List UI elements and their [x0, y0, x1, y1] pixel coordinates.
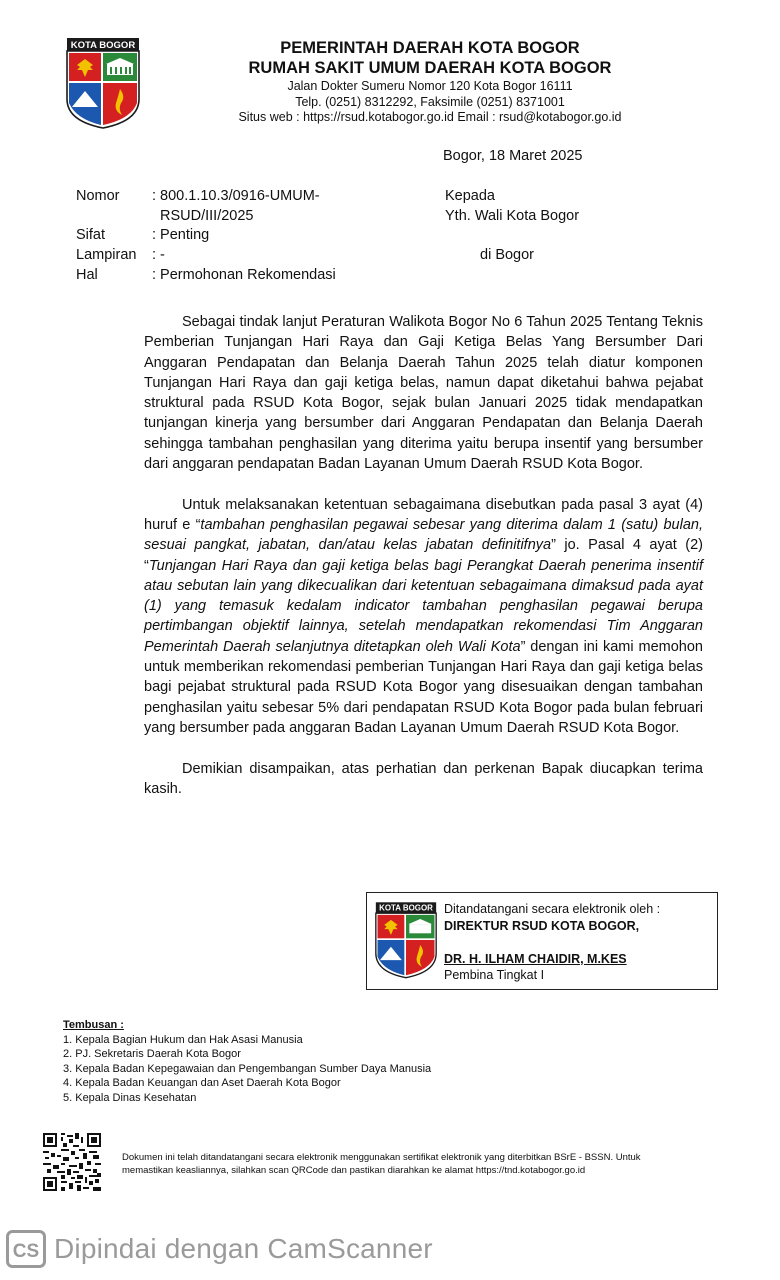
body-paragraph-2	[144, 495, 703, 739]
body-p2-text-b: ” jo. Pasal 4 ayat (2) “	[144, 537, 704, 574]
letter-meta	[76, 187, 370, 286]
signer-name: DR. H. ILHAM CHAIDIR, M.KES	[444, 951, 627, 966]
electronic-signature-box	[366, 892, 718, 990]
camscanner-icon-label: CS	[12, 1241, 40, 1262]
letter-body	[144, 312, 703, 819]
letterhead-government: PEMERINTAH DAERAH KOTA BOGOR	[280, 39, 580, 57]
signature-position: DIREKTUR RSUD KOTA BOGOR,	[444, 918, 640, 933]
body-p2-text-c: ” dengan ini kami memohon untuk memberikan rekomendasi pemberian Tunjangan Hari Raya dan gaji ketiga belas bagi pejabat struktural pada RSUD Kota Bogor yang disesuaikan dengan tambahan penghasilan yaitu sebesar 5% dari pendapatan RSUD Kota Bogor pada bulan februari yang bersumber pada anggaran Badan Layanan Umum Daerah RSUD Kota Bogor.	[144, 638, 703, 736]
signature-logo-label: KOTA BOGOR	[379, 903, 433, 913]
tembusan-title: Tembusan :	[63, 1019, 124, 1031]
letterhead-phone: Telp. (0251) 8312292, Faksimile (0251) 8371001	[295, 94, 565, 109]
camscanner-watermark	[6, 1230, 433, 1268]
letterhead-address: Jalan Dokter Sumeru Nomor 120 Kota Bogor 16111	[287, 79, 573, 93]
body-paragraph-3: Demikian disampaikan, atas perhatian dan perkenan Bapak diucapkan terima kasih.	[144, 760, 703, 797]
recipient-location: di Bogor	[480, 247, 535, 264]
footer-line-2: memastikan keasliannya, silahkan scan QRCode dan pastikan diarahkan ke alamat https://tnd.kotabogor.go.id	[122, 1165, 586, 1176]
signature-text	[444, 901, 660, 984]
body-p2-quote-2: Tunjangan Hari Raya dan gaji ketiga belas bagi Perangkat Daerah penerima insentif atau sebutan lain yang dikecualikan dari ketentuan sebagaimana dimaksud pada ayat (1) yang temasuk kedalam indicator tambahan penghasilan pegawai berupa pertimbangan objektif lainnya, setelah mendapatkan rekomendasi Tim Anggaran Pemerintah Daerah selanjutnya ditetapkan oleh Wali Kota	[144, 557, 703, 655]
camscanner-icon	[6, 1230, 46, 1268]
sifat-value: : Penting	[152, 227, 210, 244]
tembusan-item: 2. PJ. Sekretaris Daerah Kota Bogor	[63, 1048, 241, 1061]
recipient-name: Yth. Wali Kota Bogor	[445, 207, 580, 224]
logo-label: KOTA BOGOR	[70, 40, 136, 51]
footer-line-1: Dokumen ini telah ditandatangani secara elektronik menggunakan sertifikat elektronik yang diterbitkan BSrE - BSSN. Untuk	[122, 1152, 641, 1163]
tembusan-item: 1. Kepala Bagian Hukum dan Hak Asasi Manusia	[63, 1033, 303, 1046]
body-p2-text-a: Untuk melaksanakan ketentuan sebagaimana disebutkan pada pasal 3 ayat (4) huruf e “	[144, 496, 703, 533]
qr-code[interactable]	[43, 1133, 101, 1191]
tembusan-item: 4. Kepala Badan Keuangan dan Aset Daerah Kota Bogor	[63, 1077, 341, 1090]
tembusan-list	[63, 1033, 431, 1106]
signature-intro: Ditandatangani secara elektronik oleh :	[444, 902, 661, 916]
nomor-value-cont: RSUD/III/2025	[160, 207, 254, 224]
recipient-kepada: Kepada	[445, 188, 495, 204]
lampiran-label: Lampiran	[76, 247, 137, 264]
letterhead-web: Situs web : https://rsud.kotabogor.go.id Email : rsud@kotabogor.go.id	[238, 110, 622, 124]
sifat-label: Sifat	[76, 227, 106, 244]
nomor-label: Nomor	[76, 188, 120, 204]
lampiran-value: : -	[152, 247, 165, 264]
hal-label: Hal	[76, 266, 98, 283]
letterhead	[150, 38, 710, 126]
recipient-block	[445, 187, 579, 266]
signer-rank: Pembina Tingkat I	[444, 968, 545, 982]
nomor-value: : 800.1.10.3/0916-UMUM-	[152, 188, 320, 204]
kota-bogor-crest-logo-small	[375, 899, 437, 981]
body-p2-quote-1: tambahan penghasilan pegawai sebesar yang diterima dalam 1 (satu) bulan, sesuai pangkat, jabatan, dan/atau kelas jabatan definitifnya	[144, 516, 703, 554]
kota-bogor-crest-logo	[66, 37, 140, 129]
tembusan-section	[63, 1018, 431, 1106]
e-signature-footer-note	[122, 1151, 712, 1177]
hal-value: : Permohonan Rekomendasi	[152, 266, 336, 283]
tembusan-item: 3. Kepala Badan Kepegawaian dan Pengembangan Sumber Daya Manusia	[63, 1062, 432, 1075]
camscanner-text: Dipindai dengan CamScanner	[54, 1233, 433, 1264]
tembusan-item: 5. Kepala Dinas Kesehatan	[63, 1091, 197, 1104]
body-paragraph-1: Sebagai tindak lanjut Peraturan Walikota Bogor No 6 Tahun 2025 Tentang Teknis Pemberian Tunjangan Hari Raya dan Gaji Ketiga Belas Yang Bersumber Dari Anggaran Pendapatan dan Belanja Daerah Tahun 2025 telah diatur komponen Tunjangan Hari Raya dan gaji ketiga belas, namun dapat diketahui bahwa pejabat struktural pada RSUD Kota Bogor, sejak bulan Januari 2025 tidak mendapatkan tunjangan kinerja yang bersumber dari Anggaran Pendapatan dan Belanja Daerah sehingga tambahan penghasilan yang diterima yaitu berupa insentif yang bersumber dari anggaran pendapatan Badan Layanan Umum Daerah RSUD Kota Bogor.	[144, 314, 703, 473]
letterhead-hospital: RUMAH SAKIT UMUM DAERAH KOTA BOGOR	[248, 59, 612, 77]
letter-date: Bogor, 18 Maret 2025	[443, 148, 583, 164]
